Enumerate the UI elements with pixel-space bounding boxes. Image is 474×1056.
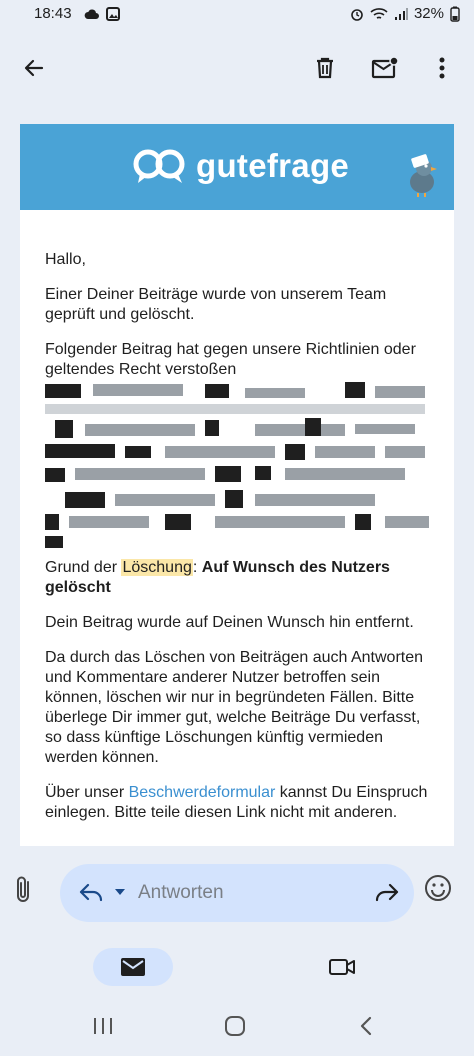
greeting: Hallo, [45, 251, 86, 268]
brand-name: gutefrage [196, 147, 350, 184]
reason-value: Auf Wunsch des Nutzers gelöscht [45, 559, 390, 596]
policy-paragraph: Da durch das Löschen von Beiträgen auch Antworten und Kommentare anderer Nutzer betroffen sein können, löschen wir nur in begründeten Fällen. Bitte überlege Dir immer gut, welche Beiträge Du verfasst, so dass künftige Löschungen künftig vermieden werden können. [45, 649, 424, 766]
signal-icon [394, 7, 408, 21]
battery-percent: 32% [413, 5, 444, 22]
back-button[interactable] [14, 48, 54, 88]
reason-colon: : [192, 559, 202, 576]
deletion-reason [45, 558, 428, 598]
nav-back-icon [358, 1016, 374, 1036]
email-message [20, 124, 454, 846]
mail-badge-icon [371, 56, 399, 80]
email-toolbar [0, 30, 474, 106]
emoji-icon [424, 874, 452, 902]
emoji-button[interactable] [424, 874, 452, 907]
chevron-down-icon[interactable] [114, 888, 126, 896]
appeal-suffix: kannst Du Einspruch einlegen. Bitte teile diesen Link nicht mit anderen. [45, 784, 428, 821]
status-notification-icons [84, 7, 120, 21]
mark-unread-button[interactable] [365, 48, 405, 88]
meet-tab[interactable] [322, 948, 362, 986]
brand-banner [20, 124, 454, 210]
complaint-form-link[interactable]: Beschwerdeformular [128, 784, 276, 801]
nav-back-button[interactable] [358, 1016, 374, 1041]
status-bar [0, 0, 474, 30]
reply-input[interactable] [60, 864, 414, 922]
home-icon [224, 1016, 246, 1036]
more-options-button[interactable] [422, 48, 462, 88]
alarm-icon [350, 7, 364, 21]
reply-icon[interactable] [78, 880, 104, 904]
pigeon-mascot-icon [404, 152, 440, 198]
system-navigation-bar [0, 996, 474, 1056]
recents-button[interactable] [92, 1016, 114, 1041]
paperclip-icon [10, 874, 38, 906]
home-button[interactable] [224, 1016, 246, 1041]
reason-highlight: Löschung [122, 559, 192, 576]
delete-button[interactable] [305, 48, 345, 88]
trash-icon [314, 56, 336, 80]
reason-prefix: Grund der [45, 559, 122, 576]
gutefrage-logo-icon [132, 146, 188, 186]
reply-bar [0, 848, 474, 940]
removal-paragraph: Dein Beitrag wurde auf Deinen Wunsch hin entfernt. [45, 614, 414, 631]
status-time: 18:43 [34, 5, 72, 22]
mail-tab[interactable] [93, 948, 173, 986]
attach-button[interactable] [10, 874, 38, 911]
battery-icon [450, 6, 460, 22]
appeal-prefix: Über unser [45, 784, 129, 801]
mail-icon [120, 957, 146, 977]
cloud-icon [84, 7, 100, 21]
redacted-post-paragraph [45, 340, 428, 550]
status-system-icons [350, 5, 460, 22]
gallery-icon [106, 7, 120, 21]
recents-icon [92, 1016, 114, 1036]
intro-paragraph: Einer Deiner Beiträge wurde von unserem Team geprüft und gelöscht. [45, 286, 387, 323]
video-camera-icon [328, 957, 356, 977]
bottom-navigation [0, 940, 474, 996]
pixelated-redaction [45, 380, 428, 550]
gutefrage-logo [132, 146, 349, 186]
post-intro-text: Folgender Beitrag hat gegen unsere Richtlinien oder geltendes Recht verstoßen [45, 341, 416, 378]
email-body [20, 210, 454, 823]
appeal-paragraph [45, 783, 428, 823]
reply-placeholder: Antworten [138, 882, 224, 903]
forward-icon[interactable] [374, 880, 400, 904]
more-vert-icon [439, 57, 445, 79]
wifi-icon [370, 7, 388, 21]
arrow-back-icon [22, 56, 46, 80]
